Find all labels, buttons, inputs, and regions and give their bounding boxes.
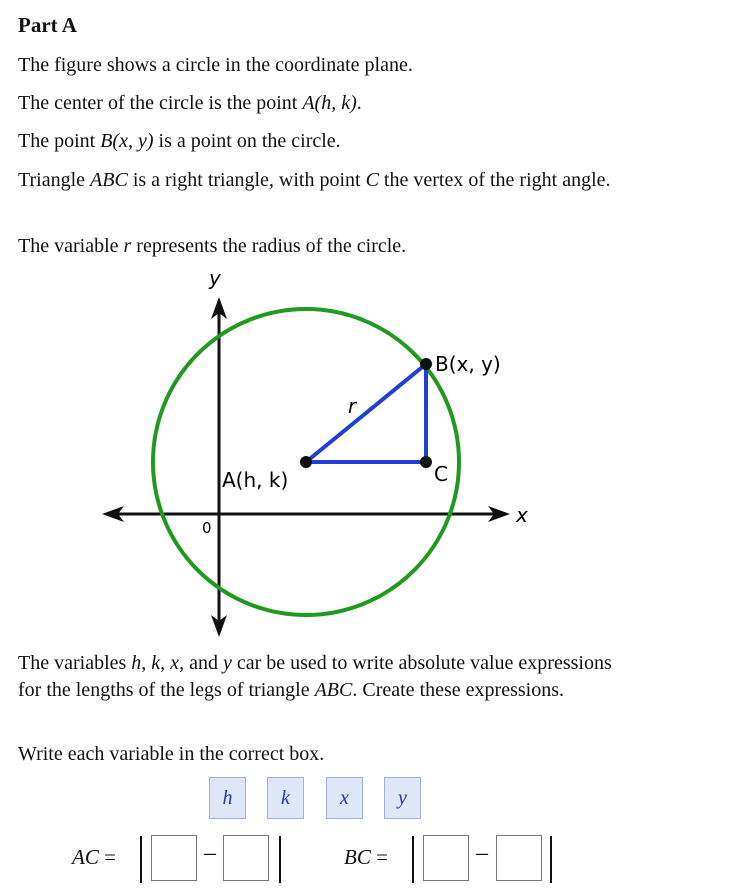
- paragraph-text: The variables: [18, 652, 132, 674]
- radius-segment-ab: [306, 364, 426, 462]
- math-var-y: y: [222, 652, 232, 674]
- equals-sign: =: [104, 845, 116, 869]
- math-triangle-name: ABC: [90, 169, 128, 191]
- paragraph-text: ,: [160, 652, 171, 674]
- paragraph-instructions: [18, 650, 628, 704]
- paragraph-text: The figure shows a circle in the coordinate plane.: [18, 54, 413, 76]
- bc-equation-label: [344, 845, 388, 870]
- math-point-b: B(x, y): [100, 130, 154, 152]
- point-c: [420, 456, 432, 468]
- radius-label: r: [348, 394, 357, 418]
- abs-bar-left: [140, 836, 142, 883]
- minus-sign: –: [476, 840, 488, 866]
- paragraph-center: [18, 90, 618, 117]
- paragraph-text: the vertex of the right angle.: [378, 169, 611, 191]
- paragraph-text: The point: [18, 130, 101, 152]
- abs-bar-right: [550, 836, 552, 883]
- token-y[interactable]: y: [384, 777, 421, 819]
- point-a: [300, 456, 312, 468]
- abs-bar-right: [279, 836, 281, 883]
- paragraph-text: Triangle: [18, 169, 91, 191]
- token-x[interactable]: x: [326, 777, 363, 819]
- bc-label: BC: [344, 845, 371, 869]
- ac-box-1[interactable]: [151, 835, 197, 881]
- paragraph-text: is a right triangle, with point: [127, 169, 366, 191]
- math-center-point: A(h, k): [302, 92, 357, 114]
- ac-box-2[interactable]: [223, 835, 269, 881]
- math-radius: r: [123, 235, 132, 257]
- paragraph-text: The variable: [18, 235, 124, 257]
- point-b: [420, 358, 432, 370]
- coordinate-figure: [96, 265, 536, 645]
- token-h[interactable]: h: [209, 777, 246, 819]
- math-vertex-c: C: [365, 169, 379, 191]
- paragraph-triangle: [18, 167, 618, 194]
- point-b-label: B(x, y): [435, 352, 501, 376]
- ac-equation-label: [72, 845, 116, 870]
- point-c-label: C: [434, 462, 448, 486]
- paragraph-text: is a point on the circle.: [153, 130, 341, 152]
- paragraph-point-b: [18, 128, 618, 155]
- paragraph-text: represents the radius of the circle.: [131, 235, 407, 257]
- x-axis-label: x: [516, 503, 528, 527]
- origin-label: 0: [202, 519, 212, 537]
- math-var-h: h: [131, 652, 142, 674]
- math-triangle-name: ABC: [314, 679, 353, 701]
- point-a-label: A(h, k): [222, 468, 289, 492]
- y-axis-label: y: [209, 266, 221, 290]
- paragraph-text: ,: [141, 652, 152, 674]
- paragraph-radius: [18, 233, 618, 260]
- bc-box-1[interactable]: [423, 835, 469, 881]
- paragraph-figure-intro: [18, 52, 618, 79]
- math-var-x: x: [170, 652, 180, 674]
- token-k[interactable]: k: [267, 777, 304, 819]
- part-title: Part A: [18, 13, 77, 37]
- paragraph-text: , and: [179, 652, 223, 674]
- bc-box-2[interactable]: [496, 835, 542, 881]
- math-var-k: k: [151, 652, 161, 674]
- paragraph-write-variables: [18, 741, 618, 768]
- paragraph-text: . Create these expressions.: [352, 679, 564, 701]
- equals-sign: =: [376, 845, 388, 869]
- paragraph-text: car be used to write absolute value expressions for the lengths of the legs of triangle: [18, 652, 612, 701]
- minus-sign: –: [204, 840, 216, 866]
- paragraph-text: Write each variable in the correct box.: [18, 743, 325, 765]
- paragraph-text: .: [356, 92, 362, 114]
- paragraph-text: The center of the circle is the point: [18, 92, 303, 114]
- ac-label: AC: [72, 845, 99, 869]
- abs-bar-left: [412, 836, 414, 883]
